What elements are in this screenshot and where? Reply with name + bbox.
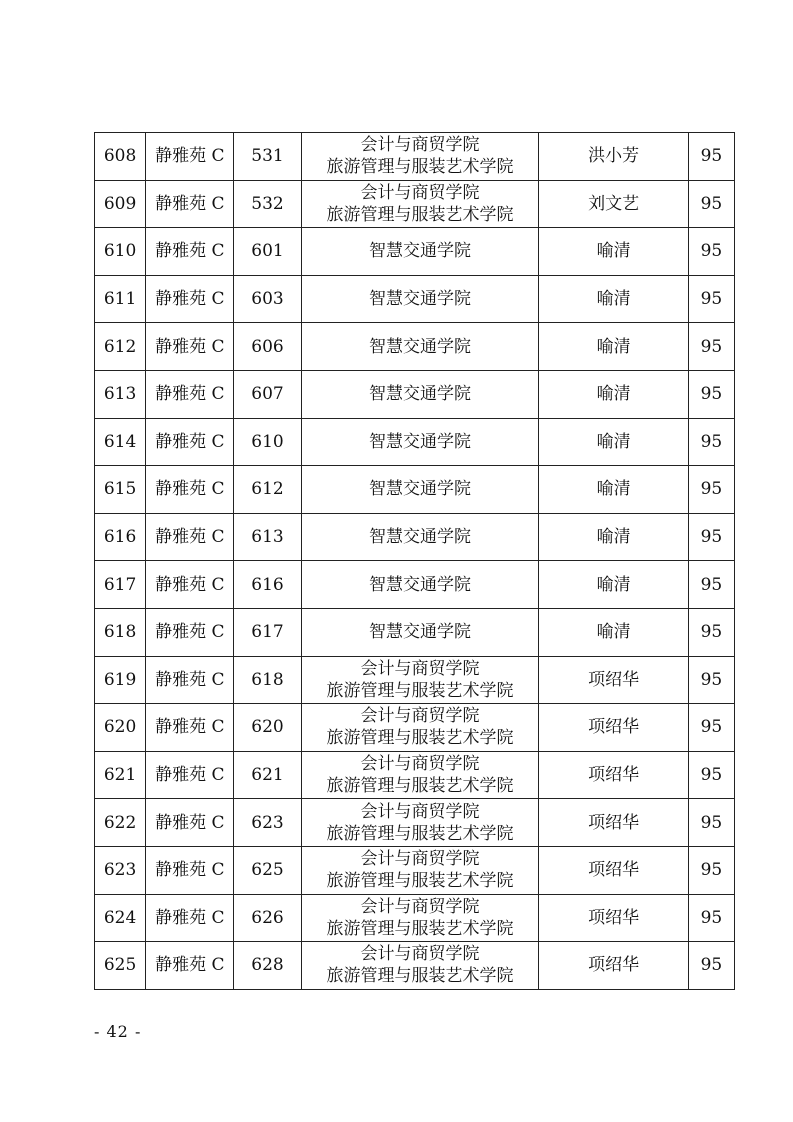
table-row xyxy=(95,751,735,799)
table-row xyxy=(95,418,735,466)
row-number-cell: 608 xyxy=(95,133,146,181)
score-cell: 95 xyxy=(688,942,734,990)
college-cell xyxy=(301,704,539,752)
page-number: - 42 - xyxy=(94,1022,142,1041)
college-name-line: 旅游管理与服装艺术学院 xyxy=(326,157,514,178)
college-name-line: 旅游管理与服装艺术学院 xyxy=(326,966,514,987)
college-name-line: 智慧交通学院 xyxy=(368,479,471,500)
college-name-line: 智慧交通学院 xyxy=(368,622,471,643)
college-name-line: 智慧交通学院 xyxy=(368,241,471,262)
college-name-line: 会计与商贸学院 xyxy=(360,896,480,917)
building-cell: 静雅苑 C xyxy=(146,133,234,181)
table-row xyxy=(95,799,735,847)
college-name-line: 会计与商贸学院 xyxy=(360,658,480,679)
score-cell: 95 xyxy=(688,608,734,656)
person-name-cell: 喻清 xyxy=(539,608,688,656)
score-cell: 95 xyxy=(688,228,734,276)
college-name-line: 旅游管理与服装艺术学院 xyxy=(326,680,514,701)
college-cell xyxy=(301,656,539,704)
college-name-line: 会计与商贸学院 xyxy=(360,706,480,727)
score-cell: 95 xyxy=(688,323,734,371)
table-row xyxy=(95,894,735,942)
table-row xyxy=(95,275,735,323)
college-cell xyxy=(301,751,539,799)
college-cell xyxy=(301,846,539,894)
row-number-cell: 625 xyxy=(95,942,146,990)
table-row xyxy=(95,133,735,181)
college-cell xyxy=(301,561,539,609)
room-cell: 617 xyxy=(234,608,301,656)
person-name-cell: 喻清 xyxy=(539,228,688,276)
room-cell: 628 xyxy=(234,942,301,990)
building-cell: 静雅苑 C xyxy=(146,418,234,466)
room-cell: 601 xyxy=(234,228,301,276)
score-cell: 95 xyxy=(688,751,734,799)
college-name-line: 会计与商贸学院 xyxy=(360,182,480,203)
building-cell: 静雅苑 C xyxy=(146,608,234,656)
score-cell: 95 xyxy=(688,466,734,514)
score-cell: 95 xyxy=(688,418,734,466)
building-cell: 静雅苑 C xyxy=(146,799,234,847)
college-cell xyxy=(301,323,539,371)
room-cell: 607 xyxy=(234,370,301,418)
row-number-cell: 620 xyxy=(95,704,146,752)
row-number-cell: 614 xyxy=(95,418,146,466)
score-cell: 95 xyxy=(688,180,734,228)
college-name-line: 会计与商贸学院 xyxy=(360,944,480,965)
row-number-cell: 623 xyxy=(95,846,146,894)
room-cell: 623 xyxy=(234,799,301,847)
building-cell: 静雅苑 C xyxy=(146,180,234,228)
row-number-cell: 616 xyxy=(95,513,146,561)
room-cell: 532 xyxy=(234,180,301,228)
building-cell: 静雅苑 C xyxy=(146,275,234,323)
row-number-cell: 611 xyxy=(95,275,146,323)
room-cell: 625 xyxy=(234,846,301,894)
college-name-line: 会计与商贸学院 xyxy=(360,801,480,822)
college-cell xyxy=(301,228,539,276)
table-row xyxy=(95,228,735,276)
score-cell: 95 xyxy=(688,133,734,181)
room-cell: 618 xyxy=(234,656,301,704)
row-number-cell: 618 xyxy=(95,608,146,656)
person-name-cell: 喻清 xyxy=(539,418,688,466)
college-name-line: 旅游管理与服装艺术学院 xyxy=(326,823,514,844)
college-cell xyxy=(301,418,539,466)
score-cell: 95 xyxy=(688,704,734,752)
college-name-line: 智慧交通学院 xyxy=(368,289,471,310)
dormitory-score-table xyxy=(94,132,735,990)
college-name-line: 智慧交通学院 xyxy=(368,574,471,595)
college-name-line: 会计与商贸学院 xyxy=(360,849,480,870)
college-cell xyxy=(301,370,539,418)
table-row xyxy=(95,370,735,418)
score-cell: 95 xyxy=(688,513,734,561)
person-name-cell: 喻清 xyxy=(539,561,688,609)
building-cell: 静雅苑 C xyxy=(146,323,234,371)
college-name-line: 智慧交通学院 xyxy=(368,336,471,357)
college-name-line: 会计与商贸学院 xyxy=(360,754,480,775)
building-cell: 静雅苑 C xyxy=(146,466,234,514)
row-number-cell: 610 xyxy=(95,228,146,276)
building-cell: 静雅苑 C xyxy=(146,704,234,752)
table-row xyxy=(95,180,735,228)
building-cell: 静雅苑 C xyxy=(146,656,234,704)
table-row xyxy=(95,846,735,894)
person-name-cell: 项绍华 xyxy=(539,704,688,752)
person-name-cell: 项绍华 xyxy=(539,894,688,942)
building-cell: 静雅苑 C xyxy=(146,228,234,276)
college-name-line: 智慧交通学院 xyxy=(368,527,471,548)
room-cell: 603 xyxy=(234,275,301,323)
person-name-cell: 项绍华 xyxy=(539,656,688,704)
room-cell: 616 xyxy=(234,561,301,609)
room-cell: 612 xyxy=(234,466,301,514)
score-cell: 95 xyxy=(688,894,734,942)
score-cell: 95 xyxy=(688,656,734,704)
person-name-cell: 项绍华 xyxy=(539,751,688,799)
table-row xyxy=(95,561,735,609)
college-cell xyxy=(301,180,539,228)
row-number-cell: 617 xyxy=(95,561,146,609)
college-name-line: 旅游管理与服装艺术学院 xyxy=(326,871,514,892)
college-cell xyxy=(301,608,539,656)
row-number-cell: 615 xyxy=(95,466,146,514)
person-name-cell: 喻清 xyxy=(539,466,688,514)
room-cell: 531 xyxy=(234,133,301,181)
person-name-cell: 刘文艺 xyxy=(539,180,688,228)
row-number-cell: 624 xyxy=(95,894,146,942)
college-name-line: 旅游管理与服装艺术学院 xyxy=(326,728,514,749)
table-row xyxy=(95,942,735,990)
score-cell: 95 xyxy=(688,799,734,847)
room-cell: 626 xyxy=(234,894,301,942)
college-cell xyxy=(301,275,539,323)
college-cell xyxy=(301,133,539,181)
person-name-cell: 项绍华 xyxy=(539,799,688,847)
building-cell: 静雅苑 C xyxy=(146,751,234,799)
row-number-cell: 609 xyxy=(95,180,146,228)
room-cell: 613 xyxy=(234,513,301,561)
table-row xyxy=(95,466,735,514)
building-cell: 静雅苑 C xyxy=(146,846,234,894)
college-cell xyxy=(301,942,539,990)
table-row xyxy=(95,704,735,752)
college-cell xyxy=(301,466,539,514)
building-cell: 静雅苑 C xyxy=(146,894,234,942)
college-name-line: 旅游管理与服装艺术学院 xyxy=(326,918,514,939)
row-number-cell: 619 xyxy=(95,656,146,704)
row-number-cell: 613 xyxy=(95,370,146,418)
table-row xyxy=(95,323,735,371)
table-body xyxy=(95,133,735,990)
person-name-cell: 喻清 xyxy=(539,275,688,323)
building-cell: 静雅苑 C xyxy=(146,513,234,561)
college-name-line: 会计与商贸学院 xyxy=(360,135,480,156)
score-cell: 95 xyxy=(688,275,734,323)
room-cell: 620 xyxy=(234,704,301,752)
college-cell xyxy=(301,894,539,942)
person-name-cell: 洪小芳 xyxy=(539,133,688,181)
score-cell: 95 xyxy=(688,561,734,609)
person-name-cell: 喻清 xyxy=(539,370,688,418)
table-row xyxy=(95,608,735,656)
row-number-cell: 622 xyxy=(95,799,146,847)
building-cell: 静雅苑 C xyxy=(146,370,234,418)
college-name-line: 旅游管理与服装艺术学院 xyxy=(326,204,514,225)
person-name-cell: 喻清 xyxy=(539,513,688,561)
college-name-line: 智慧交通学院 xyxy=(368,384,471,405)
score-cell: 95 xyxy=(688,370,734,418)
row-number-cell: 621 xyxy=(95,751,146,799)
college-name-line: 智慧交通学院 xyxy=(368,431,471,452)
college-cell xyxy=(301,513,539,561)
table-row xyxy=(95,656,735,704)
room-cell: 606 xyxy=(234,323,301,371)
college-cell xyxy=(301,799,539,847)
room-cell: 610 xyxy=(234,418,301,466)
room-cell: 621 xyxy=(234,751,301,799)
building-cell: 静雅苑 C xyxy=(146,942,234,990)
building-cell: 静雅苑 C xyxy=(146,561,234,609)
person-name-cell: 项绍华 xyxy=(539,846,688,894)
row-number-cell: 612 xyxy=(95,323,146,371)
person-name-cell: 喻清 xyxy=(539,323,688,371)
person-name-cell: 项绍华 xyxy=(539,942,688,990)
score-cell: 95 xyxy=(688,846,734,894)
college-name-line: 旅游管理与服装艺术学院 xyxy=(326,776,514,797)
table-row xyxy=(95,513,735,561)
